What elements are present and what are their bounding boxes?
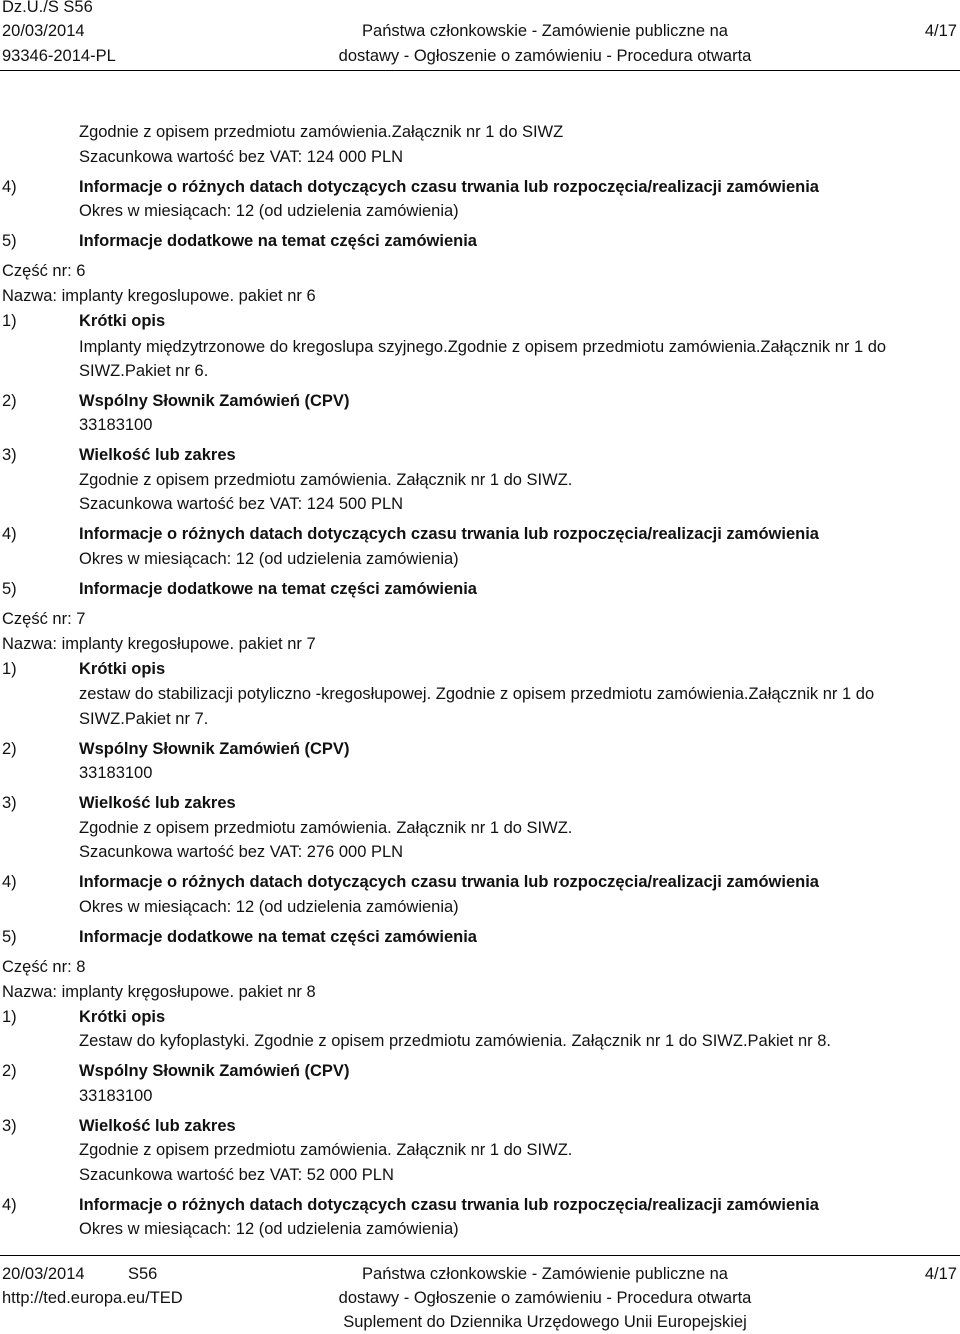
description-line: zestaw do stabilizacji potyliczno -kregosłupowej. Zgodnie z opisem przedmiotu zamówienia.Załącznik nr 1 do: [79, 685, 875, 703]
cpv-code: 33183100: [79, 764, 153, 782]
header-title-2: dostawy - Ogłoszenie o zamówieniu - Procedura otwarta: [338, 47, 752, 65]
scope-line: Zgodnie z opisem przedmiotu zamówienia. Załącznik nr 1 do SIWZ.: [79, 819, 573, 837]
section-number: 1): [2, 312, 17, 330]
section-heading: Krótki opis: [79, 660, 166, 678]
section-heading: Informacje dodatkowe na temat części zamówienia: [79, 928, 477, 946]
header-date: 20/03/2014: [2, 22, 85, 40]
lot-number: Część nr: 7: [2, 610, 86, 628]
description-line: Zestaw do kyfoplastyki. Zgodnie z opisem przedmiotu zamówienia. Załącznik nr 1 do SIWZ.Pakiet nr 8.: [79, 1032, 831, 1050]
cpv-code: 33183100: [79, 1087, 153, 1105]
scope-line: Zgodnie z opisem przedmiotu zamówienia. Załącznik nr 1 do SIWZ.: [79, 1141, 573, 1159]
section-number: 4): [2, 525, 17, 543]
section-number: 5): [2, 580, 17, 598]
section-number: 4): [2, 1196, 17, 1214]
section-heading: Wielkość lub zakres: [79, 446, 236, 464]
footer-url: http://ted.europa.eu/TED: [2, 1289, 183, 1307]
lot-number: Część nr: 8: [2, 958, 86, 976]
footer-title-1: Państwa członkowskie - Zamówienie publiczne na: [362, 1265, 728, 1283]
footer-rule: [0, 1255, 960, 1256]
section-number: 2): [2, 740, 17, 758]
footer-series: S56: [128, 1265, 158, 1283]
header-rule: [0, 70, 960, 71]
description-line: Zgodnie z opisem przedmiotu zamówienia.Załącznik nr 1 do SIWZ: [79, 123, 564, 141]
section-heading: Wspólny Słownik Zamówień (CPV): [79, 1062, 350, 1080]
estimated-value: Szacunkowa wartość bez VAT: 276 000 PLN: [79, 843, 404, 861]
section-heading: Wielkość lub zakres: [79, 1117, 236, 1135]
section-heading: Informacje dodatkowe na temat części zamówienia: [79, 232, 477, 250]
journal-ref: Dz.U./S S56: [2, 0, 93, 16]
section-number: 2): [2, 392, 17, 410]
section-heading: Informacje o różnych datach dotyczących czasu trwania lub rozpoczęcia/realizacji zamówienia: [79, 873, 819, 891]
duration-value: Okres w miesiącach: 12 (od udzielenia zamówienia): [79, 898, 459, 916]
scope-line: Zgodnie z opisem przedmiotu zamówienia. Załącznik nr 1 do SIWZ.: [79, 471, 573, 489]
section-number: 3): [2, 1117, 17, 1135]
section-heading: Wielkość lub zakres: [79, 794, 236, 812]
lot-name: Nazwa: implanty kregosłupowe. pakiet nr 7: [2, 635, 316, 653]
lot-name: Nazwa: implanty kregoslupowe. pakiet nr 6: [2, 287, 316, 305]
section-number: 2): [2, 1062, 17, 1080]
duration-value: Okres w miesiącach: 12 (od udzielenia zamówienia): [79, 1220, 459, 1238]
lot-name: Nazwa: implanty kręgosłupowe. pakiet nr 8: [2, 983, 316, 1001]
section-heading: Krótki opis: [79, 1008, 166, 1026]
estimated-value: Szacunkowa wartość bez VAT: 124 000 PLN: [79, 148, 404, 166]
footer-page-number: 4/17: [924, 1265, 957, 1283]
section-number: 5): [2, 928, 17, 946]
section-heading: Wspólny Słownik Zamówień (CPV): [79, 740, 350, 758]
footer-title-2: dostawy - Ogłoszenie o zamówieniu - Procedura otwarta: [338, 1289, 752, 1307]
duration-value: Okres w miesiącach: 12 (od udzielenia zamówienia): [79, 550, 459, 568]
footer-date: 20/03/2014: [2, 1265, 85, 1283]
duration-value: Okres w miesiącach: 12 (od udzielenia zamówienia): [79, 202, 459, 220]
section-heading: Informacje dodatkowe na temat części zamówienia: [79, 580, 477, 598]
section-number: 4): [2, 873, 17, 891]
description-line: Implanty międzytrzonowe do kregoslupa szyjnego.Zgodnie z opisem przedmiotu zamówienia.Załącznik nr 1 do: [79, 338, 887, 356]
section-number: 3): [2, 446, 17, 464]
notice-ref: 93346-2014-PL: [2, 47, 116, 65]
section-number: 5): [2, 232, 17, 250]
section-heading: Informacje o różnych datach dotyczących czasu trwania lub rozpoczęcia/realizacji zamówienia: [79, 178, 819, 196]
section-heading: Wspólny Słownik Zamówień (CPV): [79, 392, 350, 410]
footer-title-3: Suplement do Dziennika Urzędowego Unii Europejskiej: [343, 1313, 747, 1331]
header-title-1: Państwa członkowskie - Zamówienie publiczne na: [362, 22, 728, 40]
header-page-number: 4/17: [924, 22, 957, 40]
description-line: SIWZ.Pakiet nr 6.: [79, 362, 209, 380]
lot-number: Część nr: 6: [2, 262, 86, 280]
cpv-code: 33183100: [79, 416, 153, 434]
section-heading: Informacje o różnych datach dotyczących czasu trwania lub rozpoczęcia/realizacji zamówienia: [79, 525, 819, 543]
section-number: 4): [2, 178, 17, 196]
section-number: 3): [2, 794, 17, 812]
estimated-value: Szacunkowa wartość bez VAT: 124 500 PLN: [79, 495, 404, 513]
section-number: 1): [2, 1008, 17, 1026]
section-heading: Krótki opis: [79, 312, 166, 330]
section-number: 1): [2, 660, 17, 678]
estimated-value: Szacunkowa wartość bez VAT: 52 000 PLN: [79, 1166, 394, 1184]
description-line: SIWZ.Pakiet nr 7.: [79, 710, 209, 728]
section-heading: Informacje o różnych datach dotyczących czasu trwania lub rozpoczęcia/realizacji zamówienia: [79, 1196, 819, 1214]
